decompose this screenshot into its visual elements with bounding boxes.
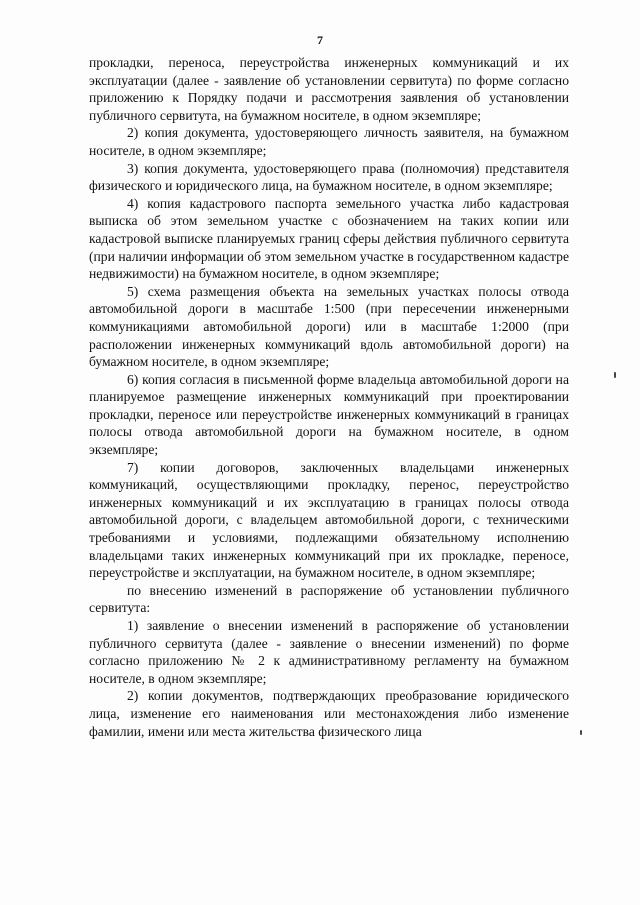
document-body — [89, 54, 569, 740]
paragraph-item-5: 5) схема размещения объекта на земельных участках полосы отвода автомобильной дороги в масштабе 1:500 (при пересечении инженерными коммуникациями автомобильной дороги) или в масштабе 1:2000 (при расположении инженерных коммуникаций вдоль автомобильной дороги) на бумажном носителе, в одном экземпляре; — [89, 283, 569, 370]
paragraph-item-3: 3) копия документа, удостоверяющего права (полномочия) представителя физического и юридического лица, на бумажном носителе, в одном экземпляре; — [89, 160, 569, 194]
paragraph-item-6: 6) копия согласия в письменной форме владельца автомобильной дороги на планируемое размещение инженерных коммуникаций при проектировании прокладки, переносе или переустройстве инженерных коммуникаций в границах полосы отвода автомобильной дороги на бумажном носителе, в одном экземпляре; — [89, 371, 569, 458]
paragraph-amend-item-2: 2) копии документов, подтверждающих преобразование юридического лица, изменение его наименования или местонахождения либо изменение фамилии, имени или места жительства физического лица — [89, 688, 569, 739]
scan-mark — [580, 730, 582, 735]
paragraph-amend-item-1: 1) заявление о внесении изменений в распоряжение об установлении публичного сервитута (далее - заявление о внесении изменений) по форме согласно приложению № 2 к административному регламенту на бумажном носителе, в одном экземпляре; — [89, 618, 569, 686]
page-number: 7 — [317, 33, 323, 47]
paragraph-item-4: 4) копия кадастрового паспорта земельного участка либо кадастровая выписка об этом земельном участке с обозначением на таких копии или кадастровой выписке планируемых границ сферы действия публичного сервитута (при наличии информации об этом земельном участке в государственном кадастре недвижимости) на бумажном носителе, в одном экземпляре; — [89, 195, 569, 282]
paragraph-item-7: 7) копии договоров, заключенных владельцами инженерных коммуникаций, осуществляющими прокладку, перенос, переустройство инженерных коммуникаций и их эксплуатацию в границах полосы отвода автомобильной дороги, с владельцем автомобильной дороги, с техническими требованиями и условиями, подлежащими обязательному исполнению владельцами таких инженерных коммуникаций при их прокладке, переносе, переустройстве и эксплуатации, на бумажном носителе, в одном экземпляре; — [89, 459, 569, 581]
scan-mark — [614, 372, 616, 378]
paragraph-section-heading: по внесению изменений в распоряжение об установлении публичного сервитута: — [89, 582, 569, 616]
paragraph-item-2: 2) копия документа, удостоверяющего личность заявителя, на бумажном носителе, в одном экземпляре; — [89, 125, 569, 158]
paragraph-continuation: прокладки, переноса, переустройства инженерных коммуникаций и их эксплуатации (далее - заявление об установлении сервитута) по форме согласно приложению к Порядку подачи и рассмотрения заявления об установлении публичного сервитута, на бумажном носителе, в одном экземпляре; — [89, 55, 569, 123]
